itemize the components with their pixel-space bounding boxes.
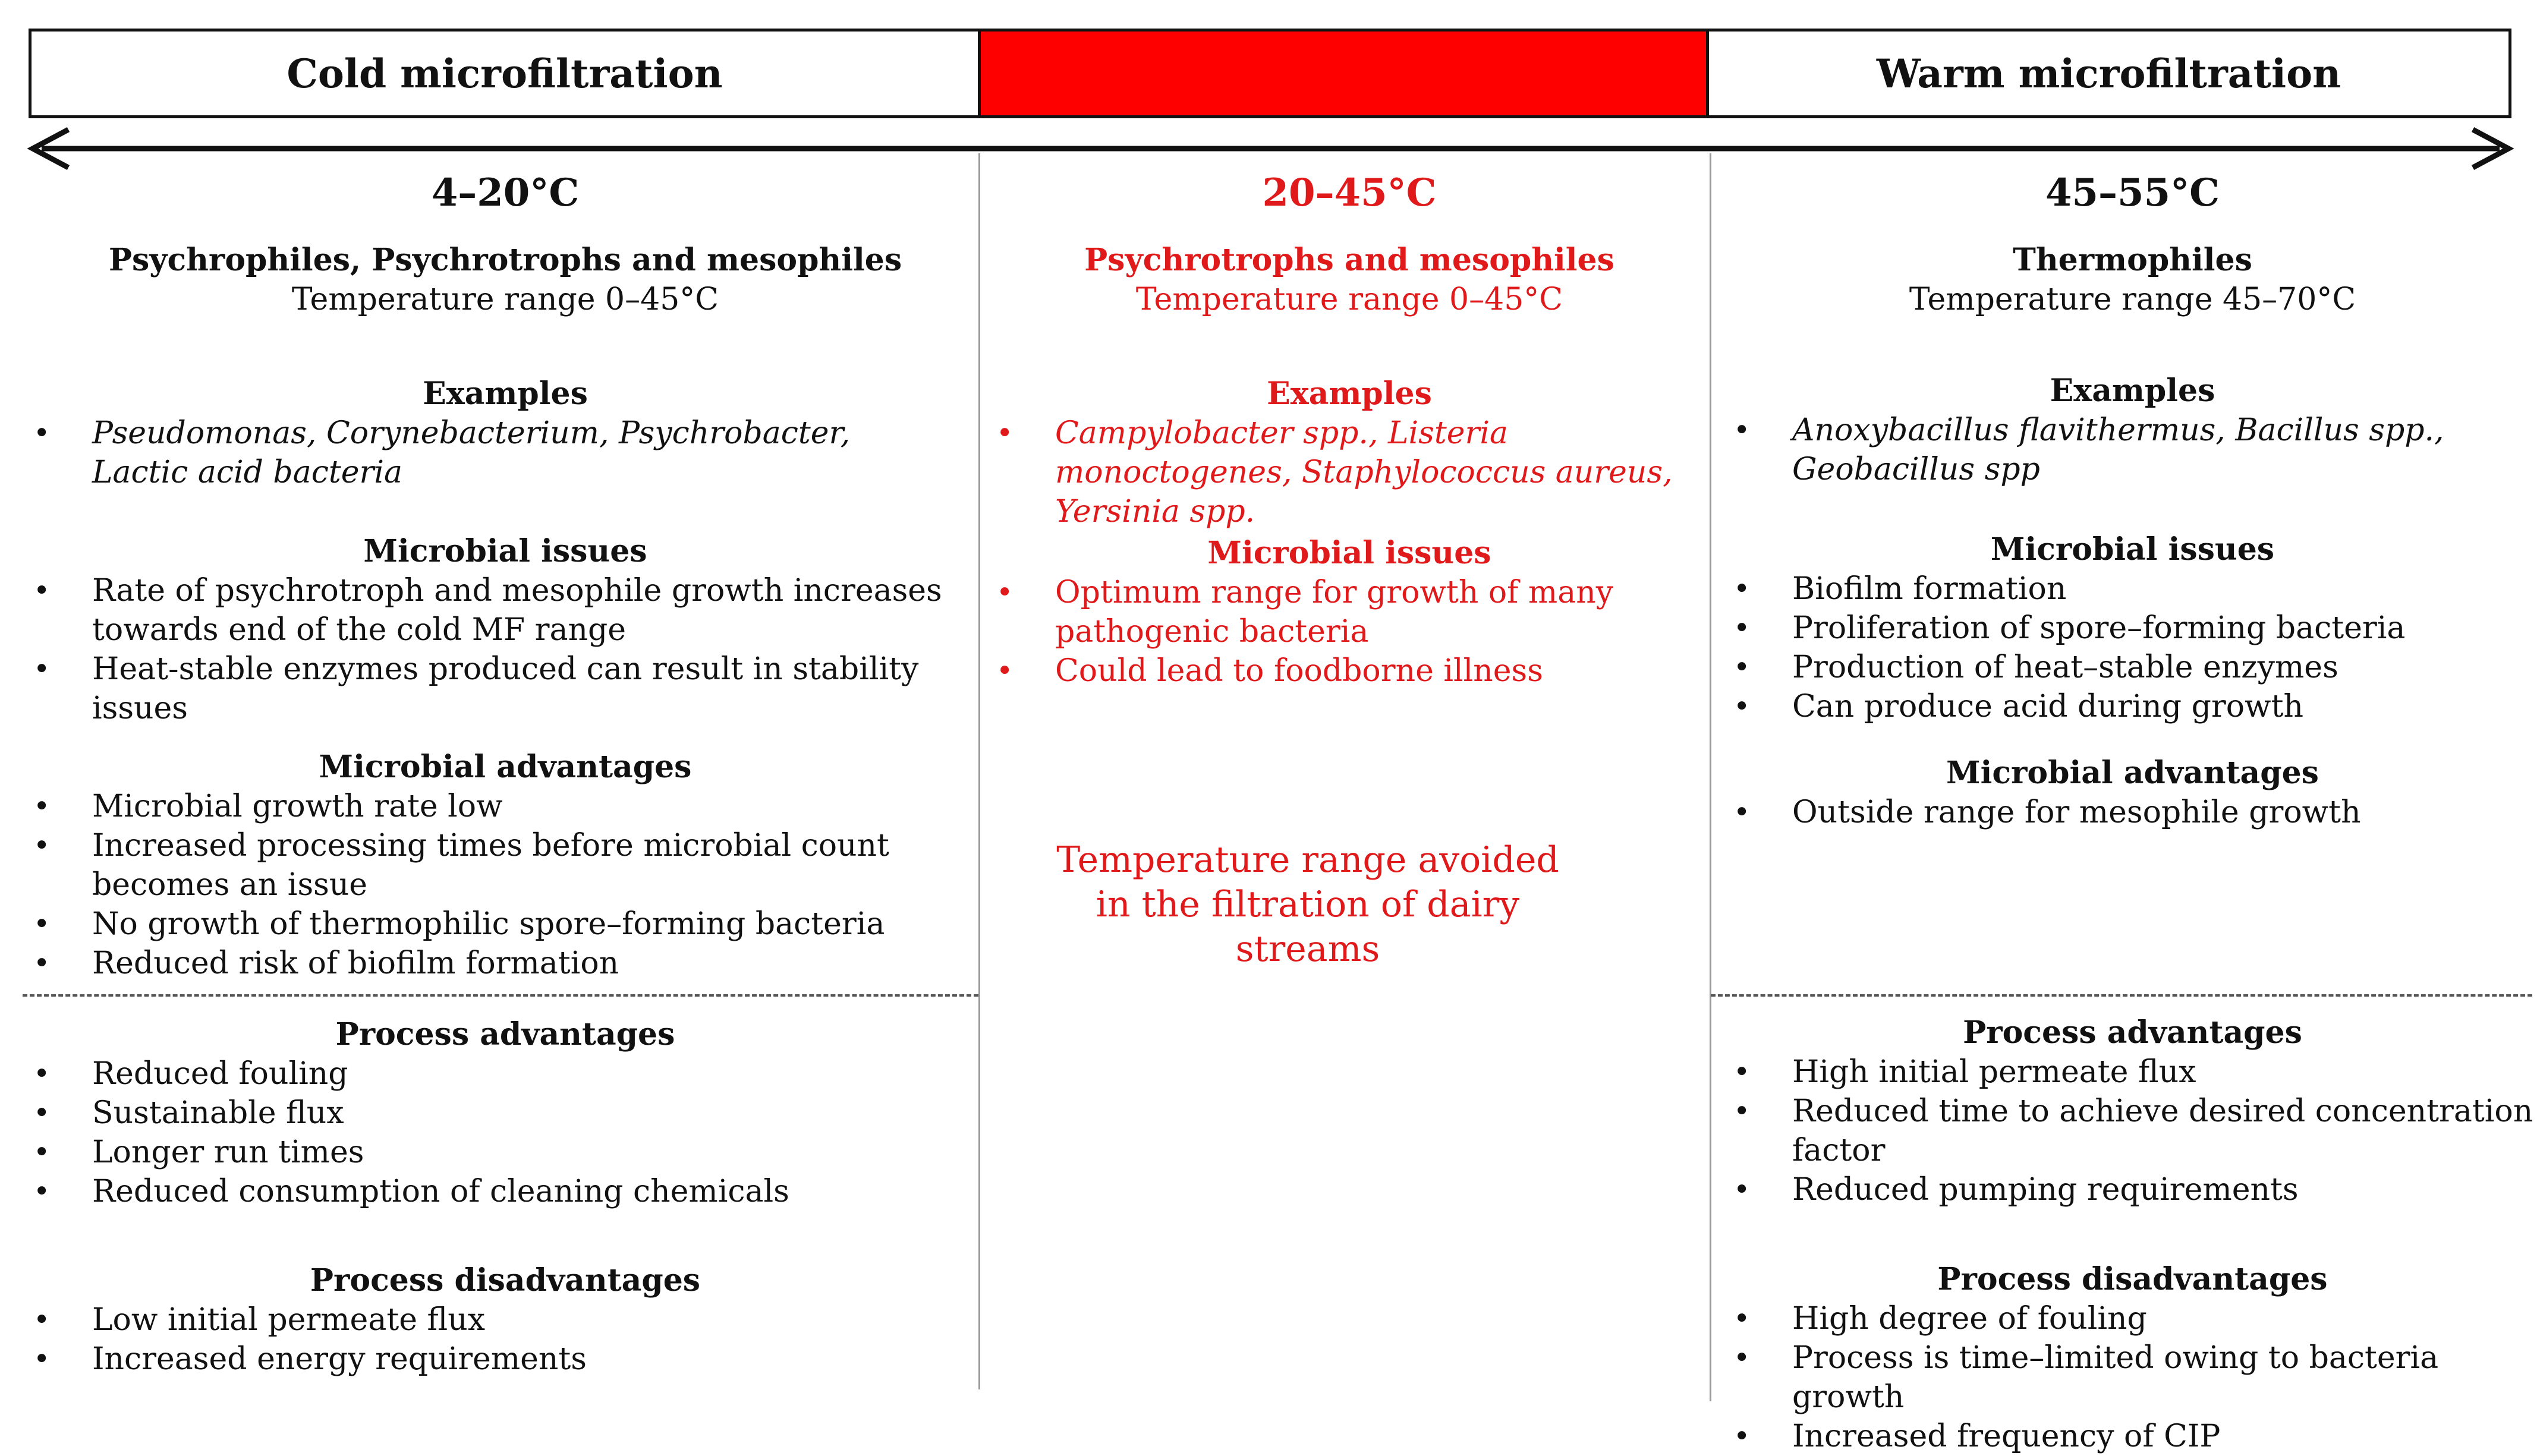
bullet-item: • Process is time–limited owing to bacteria growth <box>1730 1338 2535 1417</box>
cold-issues-title: Microbial issues <box>363 533 647 569</box>
cold-proc-disadv-list <box>30 1300 981 1379</box>
bullet-item: • Anoxybacillus flavithermus, Bacillus spp., Geobacillus spp <box>1730 411 2535 489</box>
cold-microfiltration-header <box>29 29 981 118</box>
warm-examples-title: Examples <box>2050 373 2215 409</box>
bullet-item: • Increased processing times before microbial count becomes an issue <box>30 826 981 905</box>
warm-examples-list <box>1730 411 2535 489</box>
warm-proc-disadv-list <box>1730 1299 2535 1456</box>
bullet-item: • Production of heat–stable enzymes <box>1730 648 2535 687</box>
warm-proc-disadv-title: Process disadvantages <box>1937 1261 2328 1297</box>
bullet-item: • Increased energy requirements <box>30 1340 981 1379</box>
warm-temp-range: Temperature range 45–70°C <box>1909 282 2356 317</box>
bullet-item: • High initial permeate flux <box>1730 1052 2535 1092</box>
mid-examples-title: Examples <box>1267 376 1432 412</box>
mid-issues-list <box>993 573 1706 691</box>
middle-column <box>993 166 1706 970</box>
bullet-item: • Campylobacter spp., Listeria monoctogenes, Staphylococcus aureus, Yersinia spp. <box>993 414 1706 531</box>
warm-organisms: Thermophiles <box>2013 242 2252 278</box>
dashed-separator-left <box>23 994 978 997</box>
mid-organisms: Psychrotrophs and mesophiles <box>1084 242 1614 278</box>
bullet-item: • Reduced risk of biofilm formation <box>30 944 981 983</box>
bullet-item: • Longer run times <box>30 1133 981 1172</box>
mid-issues-title: Microbial issues <box>1207 535 1491 571</box>
mid-range-title: 20–45°C <box>1262 171 1437 215</box>
bullet-item: • Reduced pumping requirements <box>1730 1170 2535 1209</box>
cold-range-title: 4–20°C <box>431 171 580 215</box>
bullet-item: • Reduced consumption of cleaning chemicals <box>30 1172 981 1211</box>
warm-issues-title: Microbial issues <box>1990 531 2275 568</box>
cold-examples-list <box>30 414 981 492</box>
bullet-item: • Outside range for mesophile growth <box>1730 793 2535 832</box>
dashed-separator-right <box>1711 994 2532 997</box>
cold-temp-range: Temperature range 0–45°C <box>291 282 719 317</box>
warm-proc-adv-list <box>1730 1052 2535 1209</box>
cold-micro-adv-list <box>30 787 981 983</box>
bullet-item: • Pseudomonas, Corynebacterium, Psychrobacter, Lactic acid bacteria <box>30 414 981 492</box>
warm-range-title: 45–55°C <box>2045 171 2220 215</box>
bullet-item: • Rate of psychrotroph and mesophile growth increases towards end of the cold MF range <box>30 571 981 650</box>
bullet-item: • No growth of thermophilic spore–forming bacteria <box>30 905 981 944</box>
bullet-item: • Low initial permeate flux <box>30 1300 981 1340</box>
column-divider-right <box>1710 153 1711 1401</box>
warm-micro-adv-list <box>1730 793 2535 832</box>
bullet-item: • Biofilm formation <box>1730 569 2535 609</box>
cold-proc-adv-title: Process advantages <box>335 1016 675 1052</box>
cold-micro-adv-title: Microbial advantages <box>319 749 692 785</box>
warm-micro-adv-title: Microbial advantages <box>1946 755 2319 791</box>
bullet-item: • Optimum range for growth of many pathogenic bacteria <box>993 573 1706 651</box>
cold-column <box>30 166 981 1377</box>
bullet-item: • Heat-stable enzymes produced can result in stability issues <box>30 650 981 728</box>
cold-organisms: Psychrophiles, Psychrotrophs and mesophiles <box>108 242 902 278</box>
bullet-item: • Increased frequency of CIP <box>1730 1417 2535 1456</box>
bullet-item: • Sustainable flux <box>30 1093 981 1133</box>
bullet-item: • Can produce acid during growth <box>1730 687 2535 726</box>
bullet-item: • Reduced time to achieve desired concentration factor <box>1730 1092 2535 1170</box>
avoided-range-red-header <box>978 29 1709 118</box>
warm-issues-list <box>1730 569 2535 726</box>
avoided-range-note: Temperature range avoided in the filtration of dairy streams <box>1056 839 1559 970</box>
bullet-item: • Could lead to foodborne illness <box>993 651 1706 691</box>
bullet-item: • Reduced fouling <box>30 1054 981 1093</box>
warm-proc-adv-title: Process advantages <box>1963 1014 2302 1051</box>
warm-microfiltration-header <box>1706 29 2511 118</box>
mid-temp-range: Temperature range 0–45°C <box>1135 282 1563 317</box>
cold-issues-list <box>30 571 981 728</box>
bullet-item: • Microbial growth rate low <box>30 787 981 826</box>
cold-header-label: Cold microfiltration <box>287 50 723 97</box>
cold-examples-title: Examples <box>423 376 588 412</box>
warm-column <box>1730 166 2535 1454</box>
cold-proc-disadv-title: Process disadvantages <box>310 1262 701 1299</box>
bullet-item: • High degree of fouling <box>1730 1299 2535 1338</box>
warm-header-label: Warm microfiltration <box>1876 50 2341 97</box>
mid-examples-list <box>993 414 1706 531</box>
cold-proc-adv-list <box>30 1054 981 1211</box>
bullet-item: • Proliferation of spore–forming bacteria <box>1730 609 2535 648</box>
